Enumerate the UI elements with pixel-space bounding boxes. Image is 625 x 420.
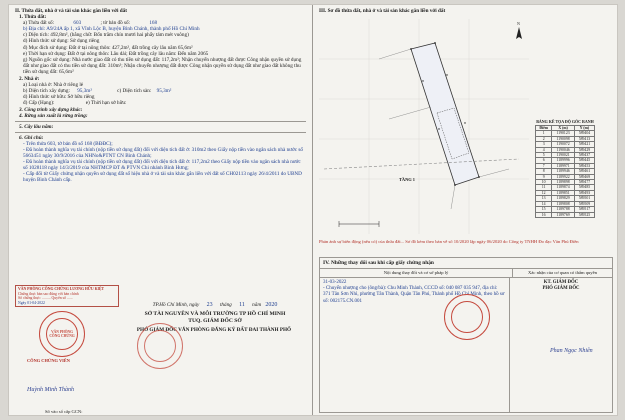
coordinate-cell: 13 [536,196,552,201]
coordinate-row [536,142,595,147]
coordinate-cell: 1190021 [552,153,575,158]
coordinate-row [536,196,595,201]
coordinate-cell: 1189996 [552,158,575,163]
coordinate-cell: 589453 [574,163,594,168]
section-4-title: IV. Những thay đổi sau khi cấp giấy chứng nhận [323,260,434,266]
coordinate-row [536,158,595,163]
coordinate-cell: 589509 [574,201,594,206]
coordinate-row [536,212,595,217]
notary-role: CÔNG CHỨNG VIÊN [27,358,70,363]
coordinate-cell: 12 [536,190,552,195]
divider [15,132,306,133]
right-column [313,5,619,415]
changes-col-content: Nội dung thay đổi và cơ sở pháp lý [320,269,513,277]
notary-stamp [39,311,85,357]
confirm-authority: KT. GIÁM ĐỐC [543,280,579,285]
coordinate-table-body [536,131,595,218]
note-item: - Cấp đổi từ Giấy chứng nhận quyền sử dụng đất số hiệu nhà ở và tài sản khác gắn liền với đất số CH02113 ngày 26/4/2011 do UBND huyện Bình Chánh cấp. [23,171,302,184]
land-plot-heading: 1. Thửa đất: [19,14,47,21]
coordinate-cell: 8 [536,169,552,174]
notary-certification-box [15,285,119,307]
coordinate-row [536,174,595,179]
coordinate-cell: 589404 [574,131,594,136]
issuing-authority: SỞ TÀI NGUYÊN VÀ MÔI TRƯỜNG TP HỒ CHÍ MINH [144,311,286,317]
coordinate-row [536,190,595,195]
coordinate-cell: 589421 [574,142,594,147]
house-heading: 2. Nhà ở: [19,76,40,83]
svg-text:N: N [517,21,520,26]
coordinate-cell: 589517 [574,207,594,212]
coordinate-cell: 1189851 [552,190,575,195]
notes-heading: 6. Ghi chú: [19,134,44,141]
house-floor-area-value: 95,3m² [156,88,172,95]
registry-stamp [444,294,490,340]
coordinate-cell: 14 [536,201,552,206]
coordinate-cell: 1189769 [552,212,575,217]
plot-address: b) Địa chỉ: A9/24A ấp 1, xã Vĩnh Lộc B, huyện Bình Chánh, thành phố Hồ Chí Minh [23,26,200,33]
map-sheet-value: 168 [149,20,158,27]
note-item: - Trên thửa 603, tờ bản đồ số 168 (BĐĐC); [23,140,113,147]
coordinate-cell: 15 [536,207,552,212]
coordinate-cell: 1189874 [552,185,575,190]
coordinate-cell: 1190123 [552,131,575,136]
changes-col-confirm: Xác nhận của cơ quan có thẩm quyền [528,270,597,276]
coordinate-cell: 5 [536,153,552,158]
production-forest: 4. Rừng sản xuất là rừng trồng: [19,112,88,119]
change-date: 31-03-2022 [323,280,347,285]
map-sheet-label: ; tờ bản đồ số: [100,20,131,27]
coordinate-cell: 589485 [574,185,594,190]
coordinate-cell: 589525 [574,212,594,217]
scale-bar [339,221,379,227]
coordinate-cell: 2 [536,136,552,141]
coordinate-cell: 9 [536,174,552,179]
coordinate-cell: 589469 [574,174,594,179]
map-note: Phản ánh sự biến động (nếu có) của thửa đất... Sơ đồ kèm theo bản vẽ số 10/2020 lập ngày 06/2020 do Công ty TNHH Đo đạc Văn Phú Điền [319,239,579,244]
coordinate-cell: 589429 [574,147,594,152]
divider [15,121,306,122]
house-ownership: d) Hình thức sở hữu: Sở hữu riêng [23,94,95,101]
coordinate-cell: 4 [536,147,552,152]
coordinate-cell: 1190098 [552,136,575,141]
coordinate-row [536,207,595,212]
notary-date: Ngày 01-04-2022 [18,300,45,305]
signing-year: 2020 [265,302,278,308]
usage-form: d) Hình thức sử dụng: Sử dụng riêng [23,38,100,45]
col-point: Điểm [536,126,552,131]
coordinate-cell: 16 [536,212,552,217]
coordinate-cell: 1189946 [552,169,575,174]
coordinate-cell: 1189922 [552,174,575,179]
north-arrow-icon [516,21,522,39]
other-works: 3. Công trình xây dựng khác: [19,106,83,113]
note-item: - Đã hoàn thành nghĩa vụ tài chính (nộp tiền sử dụng đất) đối với diện tích đất ở: 117,2m2 theo Giấy nộp tiền vào ngân sách nhà nước số 1028118 ngày 14/3/2019 của NHTMCP ĐT & PTVN Chi nhánh Bình Hưng; [23,159,301,172]
usage-purpose: đ) Mục đích sử dụng: Đất ở tại nông thôn: 427,2m², đất trồng cây lâu năm 65,6m² [23,44,193,51]
usage-term: e) Thời hạn sử dụng: Đất ở tại nông thôn: Lâu dài; Đất trồng cây lâu năm: Đến năm 2065 [23,50,209,57]
section-3-title: III. Sơ đồ thửa đất, nhà ở và tài sản khác gắn liền với đất [319,8,446,14]
coordinate-cell: 589493 [574,190,594,195]
coordinate-table-header [536,126,595,131]
house-term: e) Thời hạn sở hữu: [85,100,127,107]
coordinate-row [536,180,595,185]
road-line [324,159,519,169]
changes-section [319,257,613,413]
coordinate-row [536,147,595,152]
house-build-area-label: b) Diện tích xây dựng: [23,88,70,95]
plot-area: c) Diện tích: 492,8m², (bằng chữ: Bốn trăm chín mươi hai phẩy tám mét vuông) [23,32,189,39]
coordinate-cell: 589477 [574,180,594,185]
deputy-director-title: PHÓ GIÁM ĐỐC VĂN PHÒNG ĐĂNG KÝ ĐẤT ĐAI THÀNH PHỐ [136,327,292,333]
notary-stamp-text: VĂN PHÒNG CÔNG CHỨNG [46,318,78,350]
notary-office-name: VĂN PHÒNG CÔNG CHỨNG LƯƠNG HỮU KIỆT [18,287,105,291]
house-floor-area-label: c) Diện tích sàn: [117,88,152,95]
coordinate-table [535,125,595,218]
notary-number: Số chứng thực: ......... Quyển số ...... [18,296,73,301]
changes-confirm-cell [510,278,612,412]
coordinate-table-title: BẢNG KÊ TỌA ĐỘ GÓC RANH [536,119,594,124]
signing-day: 23 [206,302,213,308]
certificate-page [8,4,618,416]
changes-header-row [320,268,612,278]
coordinate-cell: 1189808 [552,201,575,206]
coordinate-cell: 10 [536,180,552,185]
house-type: a) Loại nhà ở: Nhà ở riêng lẻ [23,82,84,89]
change-description: - Chuyển nhượng cho (ông/bà): Chu Minh Thành, CCCD số: 040 087 035 947, địa chỉ: 371 Tân Sơn Nhì, phường Tân Thành, Quận Tân Phú, Thành phố Hồ Chí Minh, theo hồ sơ số: 002175.CN.001 [323,286,505,304]
coordinate-cell: 589445 [574,158,594,163]
signing-date-line [121,302,309,308]
changes-content-cell [320,278,510,412]
issuing-authority-sub: TUQ. GIÁM ĐỐC SỞ [188,318,242,324]
col-y: Y (m) [574,126,594,131]
plot-outline [411,43,479,185]
note-item: - Đã hoàn thành nghĩa vụ tài chính (nộp tiền sử dụng đất) đối với diện tích đất ở: 310m2 theo Giấy nộp tiền vào ngân sách nhà nước số 5663451 ngày 30/9/2016 của NHNo&PTNT CN Bình Chánh; [23,146,303,160]
floor-label: TẦNG 1 [399,177,415,182]
coordinate-cell: 7 [536,163,552,168]
coordinate-row [536,163,595,168]
registry-number: Số vào sổ cấp GCN: [45,409,83,414]
coordinate-cell: 589437 [574,153,594,158]
plot-number-value: 603 [73,20,82,27]
col-x: X (m) [552,126,575,131]
notary-line: Chứng thực bản sao đúng với bản chính [18,291,79,296]
coordinate-cell: 1189788 [552,207,575,212]
confirm-role: PHÓ GIÁM ĐỐC [542,286,580,292]
coordinate-row [536,185,595,190]
coordinate-cell: 1190072 [552,142,575,147]
coordinate-row [536,153,595,158]
coordinate-cell: 589461 [574,169,594,174]
coordinate-cell: 1189898 [552,180,575,185]
confirm-signer: Phan Ngọc Nhiên [550,348,593,354]
coordinate-cell: 1189829 [552,196,575,201]
notary-signer-name: Huỳnh Minh Thành [27,387,74,393]
coordinate-cell: 589413 [574,136,594,141]
coordinate-cell: 11 [536,185,552,190]
signing-year-label: năm [252,302,262,308]
plot-number-label: a) Thửa đất số: [23,20,55,27]
house-build-area-value: 95,3m² [77,88,92,95]
coordinate-cell: 1189971 [552,163,575,168]
section-2-title: II. Thửa đất, nhà ở và tài sản khác gắn liền với đất [15,8,127,14]
coordinate-row [536,136,595,141]
coordinate-row [536,201,595,206]
coordinate-row [536,169,595,174]
house-grade: đ) Cấp (Hạng): [23,100,55,107]
signing-place: TP.Hồ Chí Minh, ngày [152,302,200,308]
usage-origin: g) Nguồn gốc sử dụng: Nhà nước giao đất có thu tiền sử dụng đất: 117,2m²; Nhận chuyển nhượng đất được Công nhận quyền sử dụng đất như giao đất có thu tiền sử dụng đất: 310m²; Nhận chuyển nhượng đất được Công nhận quyền sử dụng đất như giao đất không thu tiền sử dụng đất: 65,6m² [23,56,302,75]
left-column [9,5,313,415]
coordinate-cell: 3 [536,142,552,147]
coordinate-cell: 1190046 [552,147,575,152]
coordinate-cell: 589501 [574,196,594,201]
coordinate-cell: 1 [536,131,552,136]
signing-month-label: tháng [219,302,232,308]
coordinate-cell: 6 [536,158,552,163]
signing-month: 11 [239,302,245,308]
authority-stamp [137,323,183,369]
coordinate-row [536,131,595,136]
perennial-trees: 5. Cây lâu năm: [19,123,54,130]
